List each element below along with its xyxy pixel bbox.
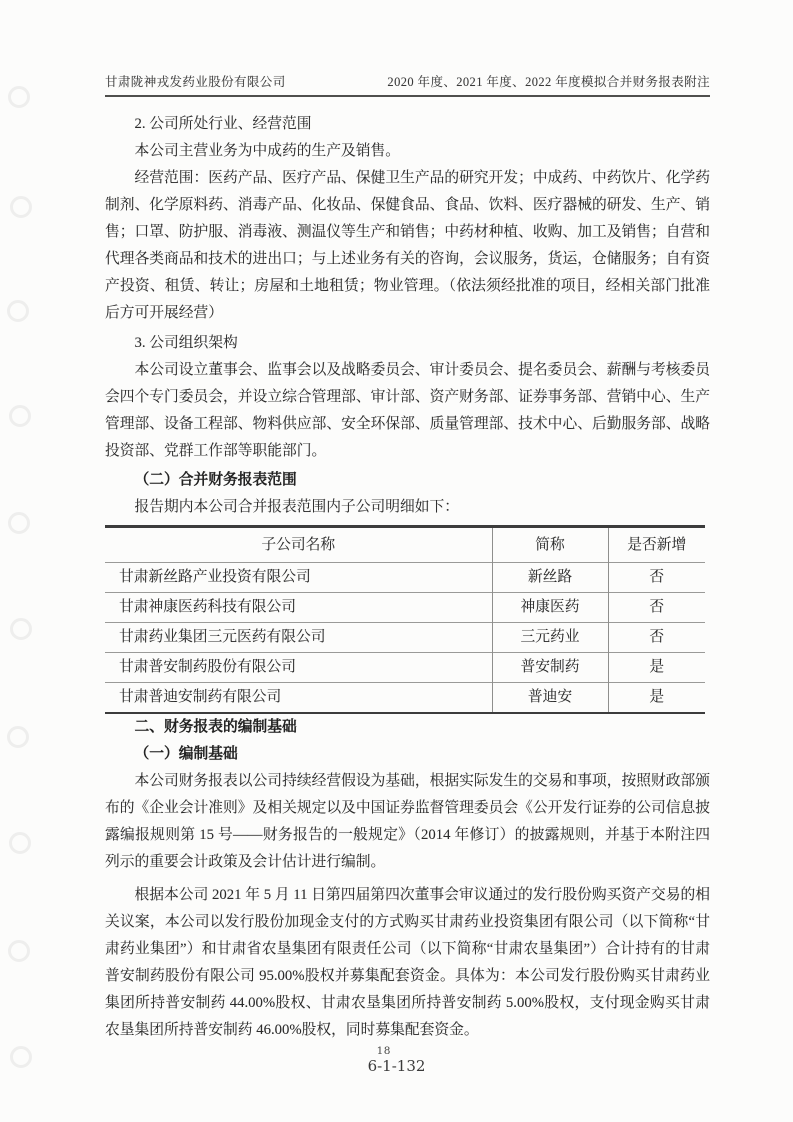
cell-short-name: 普迪安 (492, 683, 608, 714)
heading-preparation-basis-section: 二、财务报表的编制基础 (134, 719, 297, 735)
paragraph-org-structure: 本公司设立董事会、监事会以及战略委员会、审计委员会、提名委员会、薪酬与考核委员会四个专门委员会，并设立综合管理部、审计部、资产财务部、证券事务部、营销中心、生产管理部、设备工程部、物料供应部、安全环保部、质量管理部、技术中心、后勤服务部、战略投资部、党群工作部等职能部门。 (105, 362, 710, 459)
header-company-name: 甘肃陇神戎发药业股份有限公司 (105, 75, 286, 89)
page-number-text: 6-1-132 (367, 1057, 426, 1075)
scan-smudge (9, 832, 31, 854)
cell-subsidiary-name: 甘肃普迪安制药有限公司 (105, 683, 492, 714)
cell-short-name: 神康医药 (492, 593, 608, 623)
page-header (105, 72, 710, 97)
paragraph-acquisition: 根据本公司 2021 年 5 月 11 日第四届第四次董事会审议通过的发行股份购买资产交易的相关议案，本公司以发行股份加现金支付的方式购买甘肃药业投资集团有限公司（以下简称“甘肃药业集团”）和甘肃省农垦集团有限责任公司（以下简称“甘肃农垦集团”）合计持有的甘肃普安制药股份有限公司 95.00%股权并募集配套资金。具体为：本公司发行股份购买甘肃药业集团所持普安制药 44.00%股权、甘肃农垦集团所持普安制药 5.00%股权，支付现金购买甘肃农垦集团所持普安制药 46.00%股权，同时募集配套资金。 (105, 887, 710, 1038)
column-header-subsidiary-name: 子公司名称 (105, 527, 492, 563)
header-report-title: 2020 年度、2021 年度、2022 年度模拟合并财务报表附注 (387, 75, 710, 89)
scan-smudge (9, 405, 31, 427)
paragraph-business-scope: 经营范围：医药产品、医疗产品、保健卫生产品的研究开发；中成药、中药饮片、化学药制剂、化学原料药、消毒产品、化妆品、保健食品、食品、饮料、医疗器械的研发、生产、销售；口罩、防护服、消毒液、测温仪等生产和销售；中药材种植、收购、加工及销售；自营和代理各类商品和技术的进出口；与上述业务有关的咨询，会议服务，货运，仓储服务；自有资产投资、租赁、转让；房屋和土地租赁；物业管理。（依法须经批准的项目，经相关部门批准后方可开展经营） (105, 170, 710, 321)
cell-short-name: 新丝路 (492, 563, 608, 593)
heading-consolidation-scope: （二）合并财务报表范围 (134, 472, 297, 488)
cell-subsidiary-name: 甘肃药业集团三元医药有限公司 (105, 623, 492, 653)
scan-smudge (7, 726, 29, 748)
column-header-short-name: 简称 (492, 527, 608, 563)
cell-newly-added: 是 (608, 683, 705, 714)
heading-industry-scope: 2. 公司所处行业、经营范围 (134, 116, 312, 132)
paragraph-subsidiaries-intro: 报告期内本公司合并报表范围内子公司明细如下： (134, 499, 459, 515)
table-row (105, 653, 705, 683)
table-row (105, 683, 705, 714)
paragraph-main-business: 本公司主营业务为中成药的生产及销售。 (134, 143, 400, 159)
cell-subsidiary-name: 甘肃新丝路产业投资有限公司 (105, 563, 492, 593)
scan-smudge (8, 940, 30, 962)
table-row (105, 593, 705, 623)
cell-newly-added: 否 (608, 563, 705, 593)
table-row (105, 623, 705, 653)
heading-org-structure: 3. 公司组织架构 (134, 335, 238, 351)
scan-smudge (7, 300, 29, 322)
paragraph-preparation-basis: 本公司财务报表以公司持续经营假设为基础，根据实际发生的交易和事项，按照财政部颁布的《企业会计准则》及相关规定以及中国证券监督管理委员会《公开发行证券的公司信息披露编报规则第 15 号——财务报告的一般规定》（2014 年修订）的披露规则，并基于本附注四列示的重要会计政策及会计估计进行编制。 (105, 773, 710, 870)
table-row (105, 563, 705, 593)
cell-subsidiary-name: 甘肃神康医药科技有限公司 (105, 593, 492, 623)
cell-subsidiary-name: 甘肃普安制药股份有限公司 (105, 653, 492, 683)
document-body (105, 111, 710, 1044)
cell-newly-added: 否 (608, 623, 705, 653)
page-number (367, 1045, 426, 1075)
column-header-newly-added: 是否新增 (627, 536, 687, 553)
scan-smudge (8, 86, 30, 108)
page-footer (0, 1045, 793, 1075)
scan-smudge (8, 512, 30, 534)
table-header-row (105, 527, 705, 563)
cell-short-name: 三元药业 (492, 623, 608, 653)
cell-newly-added: 是 (608, 653, 705, 683)
scan-smudge (10, 618, 32, 640)
handwritten-page-note: 18 (376, 1045, 391, 1057)
subsidiaries-table (105, 525, 705, 714)
cell-newly-added: 否 (608, 593, 705, 623)
heading-preparation-basis-sub: （一）编制基础 (134, 746, 238, 762)
cell-short-name: 普安制药 (492, 653, 608, 683)
scan-smudge (10, 196, 32, 218)
